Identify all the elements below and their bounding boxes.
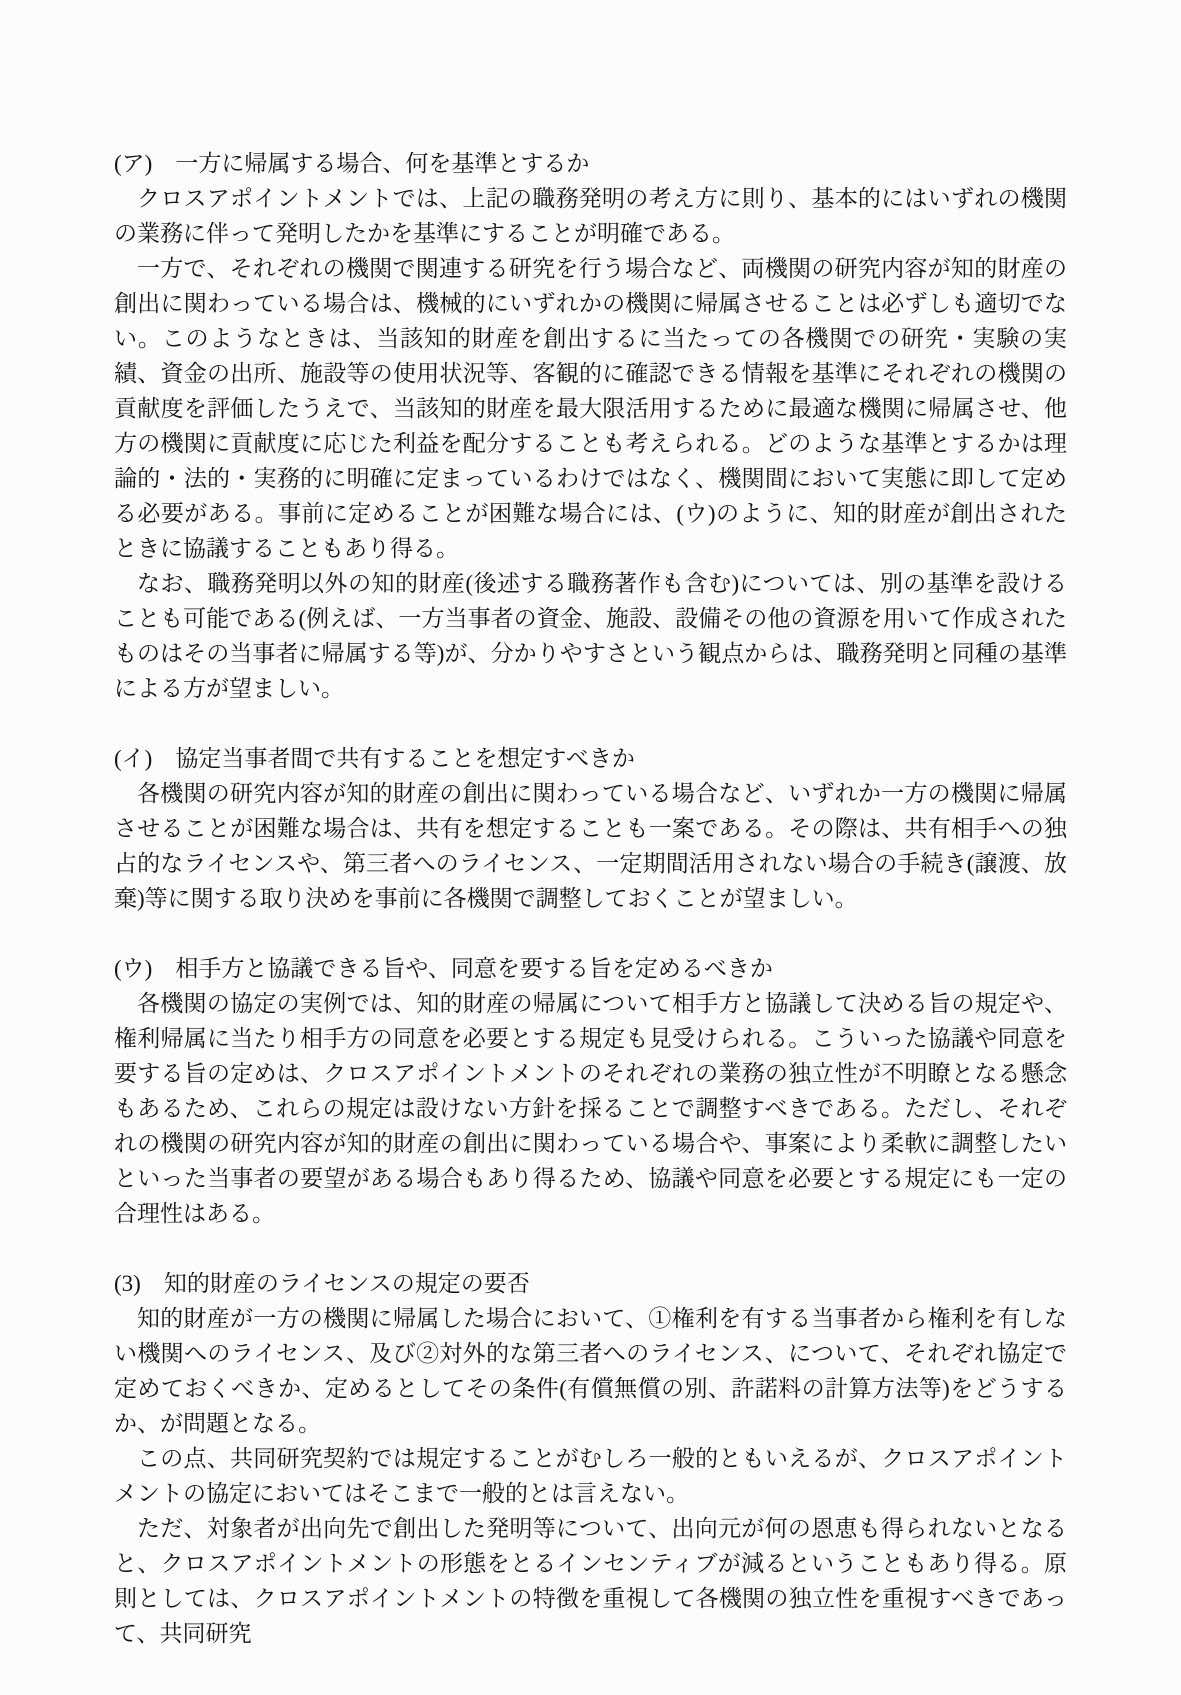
section-heading: (イ) 協定当事者間で共有することを想定すべきか bbox=[114, 746, 635, 771]
section-heading: (ウ) 相手方と協議できる旨や、同意を要する旨を定めるべきか bbox=[114, 956, 773, 981]
paragraph: この点、共同研究契約では規定することがむしろ一般的ともいえるが、クロスアポイントメントの協定においてはそこまで一般的とは言えない。 bbox=[114, 1446, 1067, 1506]
paragraph: ただ、対象者が出向先で創出した発明等について、出向元が何の恩恵も得られないとなると、クロスアポイントメントの形態をとるインセンティブが減るということもあり得る。原則としては、クロスアポイントメントの特徴を重視して各機関の独立性を重視すべきであって、共同研究 bbox=[114, 1516, 1067, 1646]
section-2-joint-ownership bbox=[114, 741, 1067, 916]
section-heading: (3) 知的財産のライセンスの規定の要否 bbox=[114, 1271, 530, 1296]
section-1-attribution-criteria bbox=[114, 146, 1067, 706]
paragraph: クロスアポイントメントでは、上記の職務発明の考え方に則り、基本的にはいずれの機関の業務に伴って発明したかを基準にすることが明確である。 bbox=[114, 186, 1067, 246]
section-3-consultation-consent bbox=[114, 951, 1067, 1231]
paragraph: なお、職務発明以外の知的財産(後述する職務著作も含む)については、別の基準を設けることも可能である(例えば、一方当事者の資金、施設、設備その他の資源を用いて作成されたものはその当事者に帰属する等)が、分かりやすさという観点からは、職務発明と同種の基準による方が望ましい。 bbox=[114, 571, 1067, 701]
paragraph: 各機関の研究内容が知的財産の創出に関わっている場合など、いずれか一方の機関に帰属させることが困難な場合は、共有を想定することも一案である。その際は、共有相手への独占的なライセンスや、第三者へのライセンス、一定期間活用されない場合の手続き(譲渡、放棄)等に関する取り決めを事前に各機関で調整しておくことが望ましい。 bbox=[114, 781, 1067, 911]
section-heading: (ア) 一方に帰属する場合、何を基準とするか bbox=[114, 151, 590, 176]
section-4-license-provisions bbox=[114, 1266, 1067, 1651]
paragraph: 一方で、それぞれの機関で関連する研究を行う場合など、両機関の研究内容が知的財産の創出に関わっている場合は、機械的にいずれかの機関に帰属させることは必ずしも適切でない。このようなときは、当該知的財産を創出するに当たっての各機関での研究・実験の実績、資金の出所、施設等の使用状況等、客観的に確認できる情報を基準にそれぞれの機関の貢献度を評価したうえで、当該知的財産を最大限活用するために最適な機関に帰属させ、他方の機関に貢献度に応じた利益を配分することも考えられる。どのような基準とするかは理論的・法的・実務的に明確に定まっているわけではなく、機関間において実態に即して定める必要がある。事前に定めることが困難な場合には、(ウ)のように、知的財産が創出されたときに協議することもあり得る。 bbox=[114, 256, 1067, 561]
paragraph: 知的財産が一方の機関に帰属した場合において、①権利を有する当事者から権利を有しない機関へのライセンス、及び②対外的な第三者へのライセンス、について、それぞれ協定で定めておくべきか、定めるとしてその条件(有償無償の別、許諾料の計算方法等)をどうするか、が問題となる。 bbox=[114, 1306, 1067, 1436]
paragraph: 各機関の協定の実例では、知的財産の帰属について相手方と協議して決める旨の規定や、権利帰属に当たり相手方の同意を必要とする規定も見受けられる。こういった協議や同意を要する旨の定めは、クロスアポイントメントのそれぞれの業務の独立性が不明瞭となる懸念もあるため、これらの規定は設けない方針を採ることで調整すべきである。ただし、それぞれの機関の研究内容が知的財産の創出に関わっている場合や、事案により柔軟に調整したいといった当事者の要望がある場合もあり得るため、協議や同意を必要とする規定にも一定の合理性はある。 bbox=[114, 991, 1067, 1226]
